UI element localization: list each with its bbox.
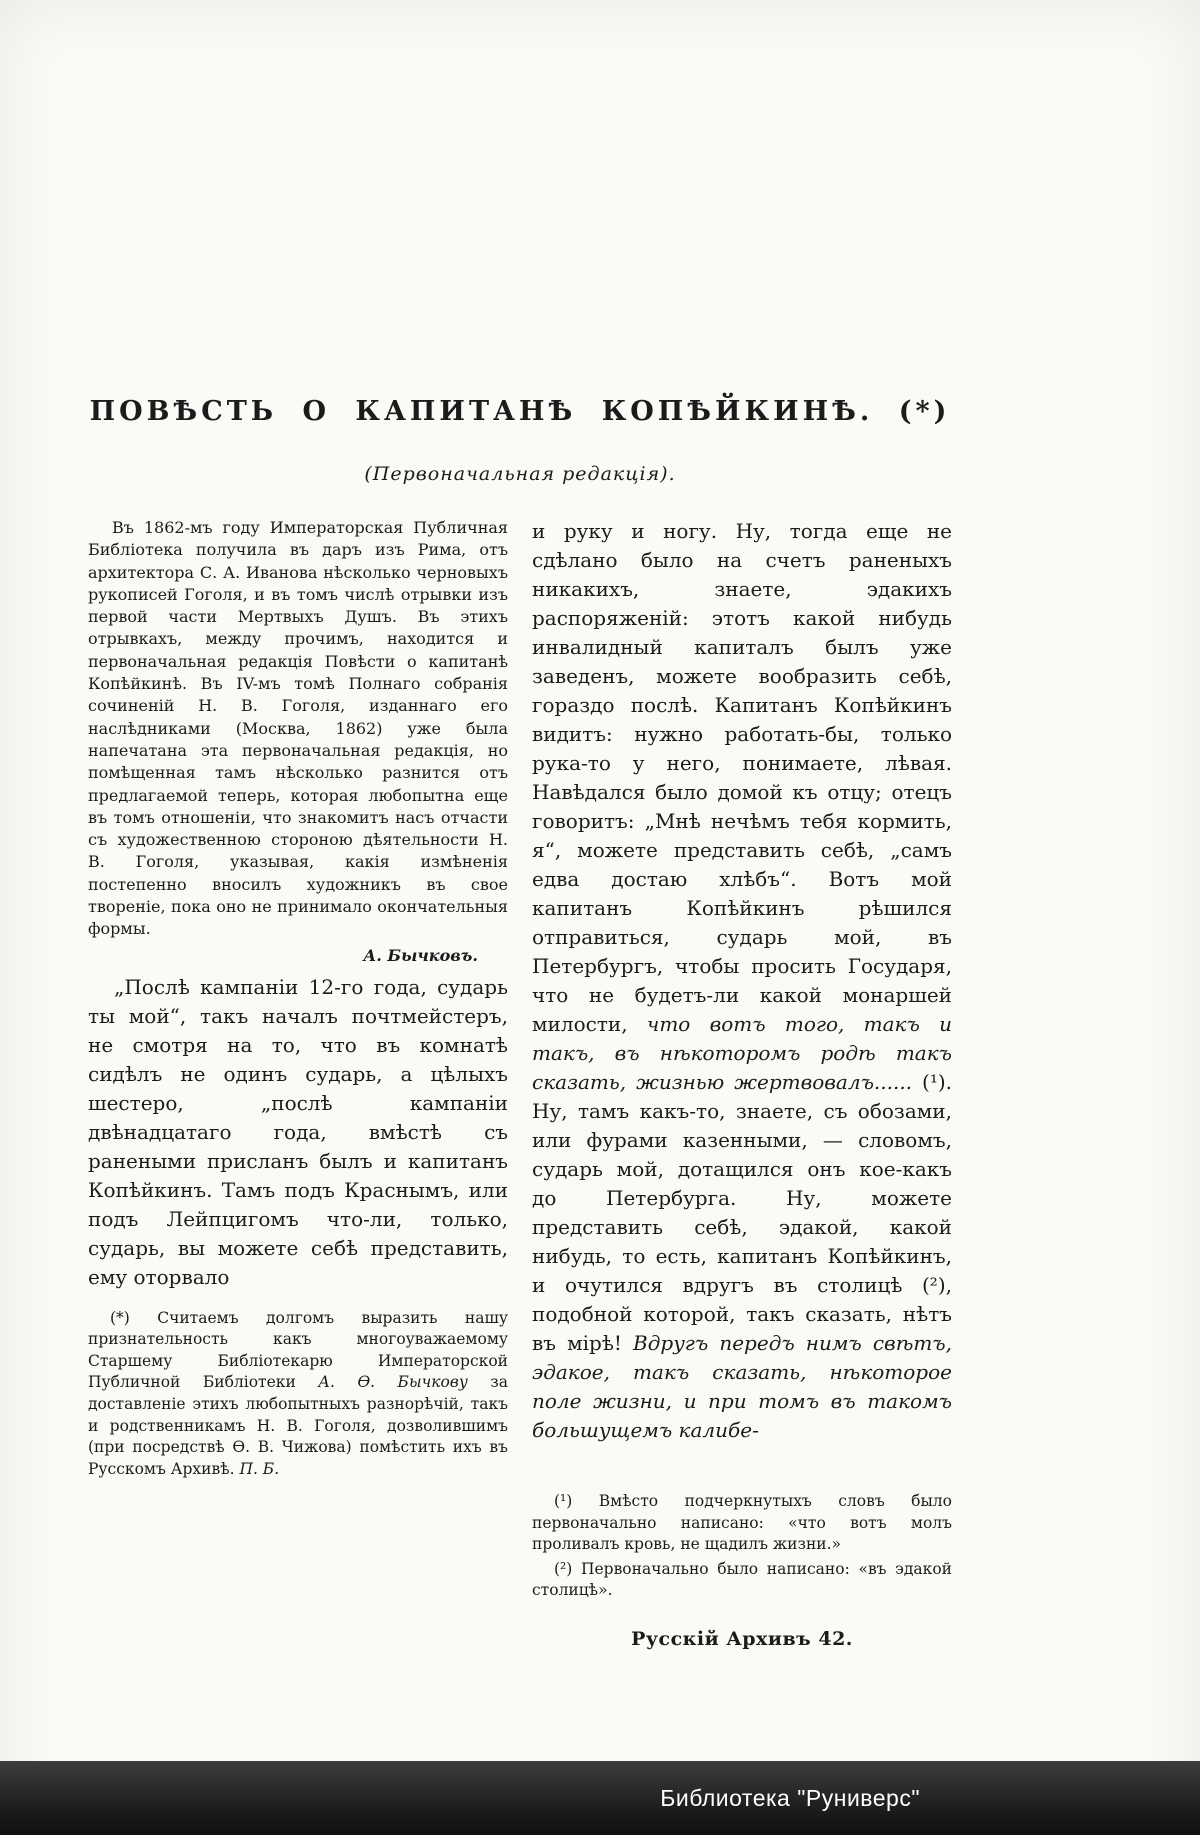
footnote-1: (¹) Вмѣсто подчеркнутыхъ словъ было первоначально написано: «что вотъ молъ проливалъ кровь, не щадилъ жизни.» <box>532 1492 952 1554</box>
right-main-segment-2-italic: что вотъ того, такъ и такъ, въ нѣкоторомъ родѣ такъ сказать, жизнью жертвовалъ...... <box>532 1012 952 1094</box>
footnote-star-part-2: А. Ѳ. Бычкову <box>318 1373 468 1392</box>
right-main-text <box>532 517 952 1445</box>
right-main-segment-4-italic: Вдругъ передъ нимъ свѣтъ, эдакое, такъ сказать, нѣкоторое поле жизни, и при томъ въ такомъ большущемъ калибе- <box>532 1331 952 1442</box>
right-footnotes <box>532 1491 952 1602</box>
page-title: ПОВѢСТЬ О КАПИТАНѢ КОПѢЙКИНѢ. (*) <box>89 396 951 427</box>
footnote-2: (²) Первоначально было написано: «въ эдакой столицѣ». <box>532 1559 952 1600</box>
editor-signature: А. Бычковъ. <box>363 945 478 965</box>
left-column <box>88 517 508 1650</box>
editor-intro-paragraph: Въ 1862-мъ году Императорская Публичная Библіотека получила въ даръ изъ Рима, отъ архитектора С. А. Иванова нѣсколько черновыхъ рукописей Гоголя, и въ томъ числѣ отрывки изъ первой части Мертвыхъ Душъ. Въ этихъ отрывкахъ, между прочимъ, находится и первоначальная редакція Повѣсти о капитанѣ Копѣйкинѣ. Въ IV-мъ томѣ Полнаго собранія сочиненій Н. В. Гоголя, изданнаго его наслѣдниками (Москва, 1862) уже была напечатана эта первоначальная редакція, но помѣщенная тамъ нѣсколько разнится отъ предлагаемой теперь, которая любопытна еще въ томъ отношеніи, что знакомитъ насъ отчасти съ художественною стороною дѣятельности Н. В. Гоголя, указывая, какія измѣненія постепенно вносилъ художникъ въ свое твореніе, пока оно не принимало окончательныя формы. <box>88 518 508 939</box>
watermark-text: Библиотека "Руниверс" <box>660 1784 920 1811</box>
left-footnote <box>88 1308 508 1481</box>
footnote-star <box>88 1308 508 1481</box>
footnote-star-part-3: за доставленіе этихъ любопытныхъ разнорѣчій, такъ и родственникамъ Н. В. Гоголя, дозволившимъ (при посредствѣ Ѳ. В. Чижова) помѣстить ихъ въ Русскомъ Архивѣ. <box>88 1373 508 1478</box>
subtitle: (Первоначальная редакція). <box>364 463 676 485</box>
page-content <box>88 396 952 1650</box>
watermark-bar <box>0 1761 1200 1835</box>
right-column <box>532 517 952 1650</box>
journal-signature: Русскій Архивъ 42. <box>631 1627 853 1650</box>
footnote-star-part-4: П. Б. <box>239 1459 280 1478</box>
footnote-star-part-1: (*) Считаемъ долгомъ выразить нашу признательность какъ многоуважаемому Старшему Библіотекарю Императорской Публичной Библіотеки <box>88 1308 508 1392</box>
left-main-text: „Послѣ кампаніи 12-го года, сударь ты мой“, такъ началъ почтмейстеръ, не смотря на то, что въ комнатѣ сидѣлъ не одинъ сударь, а цѣлыхъ шестеро, „послѣ кампаніи двѣнадцатаго года, вмѣстѣ съ ранеными присланъ былъ и капитанъ Копѣйкинъ. Тамъ подъ Краснымъ, или подъ Лейпцигомъ что-ли, только, сударь, вы можете себѣ представить, ему оторвало <box>88 974 508 1289</box>
right-main-segment-1: и руку и ногу. Ну, тогда еще не сдѣлано было на счетъ раненыхъ никакихъ, знаете, эдакихъ распоряженій: этотъ какой нибудь инвалидный капиталъ былъ уже заведенъ, можете вообразить себѣ, гораздо послѣ. Капитанъ Копѣйкинъ видитъ: нужно работать-бы, только рука-то у него, понимаете, лѣвая. Навѣдался было домой къ отцу; отецъ говоритъ: „Мнѣ нечѣмъ тебя кормить, я“, можете представить себѣ, „самъ едва достаю хлѣбъ“. Вотъ мой капитанъ Копѣйкинъ рѣшился отправиться, сударь мой, въ Петербургъ, чтобы просить Государя, что не будетъ-ли какой монаршей милости, <box>532 519 952 1036</box>
two-column-text-block <box>88 517 952 1650</box>
right-main-segment-3: (¹). Ну, тамъ какъ-то, знаете, съ обозами, или фурами казенными, — словомъ, сударь мой, дотащился онъ кое-какъ до Петербурга. Ну, можете представить себѣ, эдакой, какой нибудь, то есть, капитанъ Копѣйкинъ, и очутился вдругъ въ столицѣ (²), подобной которой, такъ сказать, нѣтъ въ мірѣ! <box>532 1070 952 1355</box>
